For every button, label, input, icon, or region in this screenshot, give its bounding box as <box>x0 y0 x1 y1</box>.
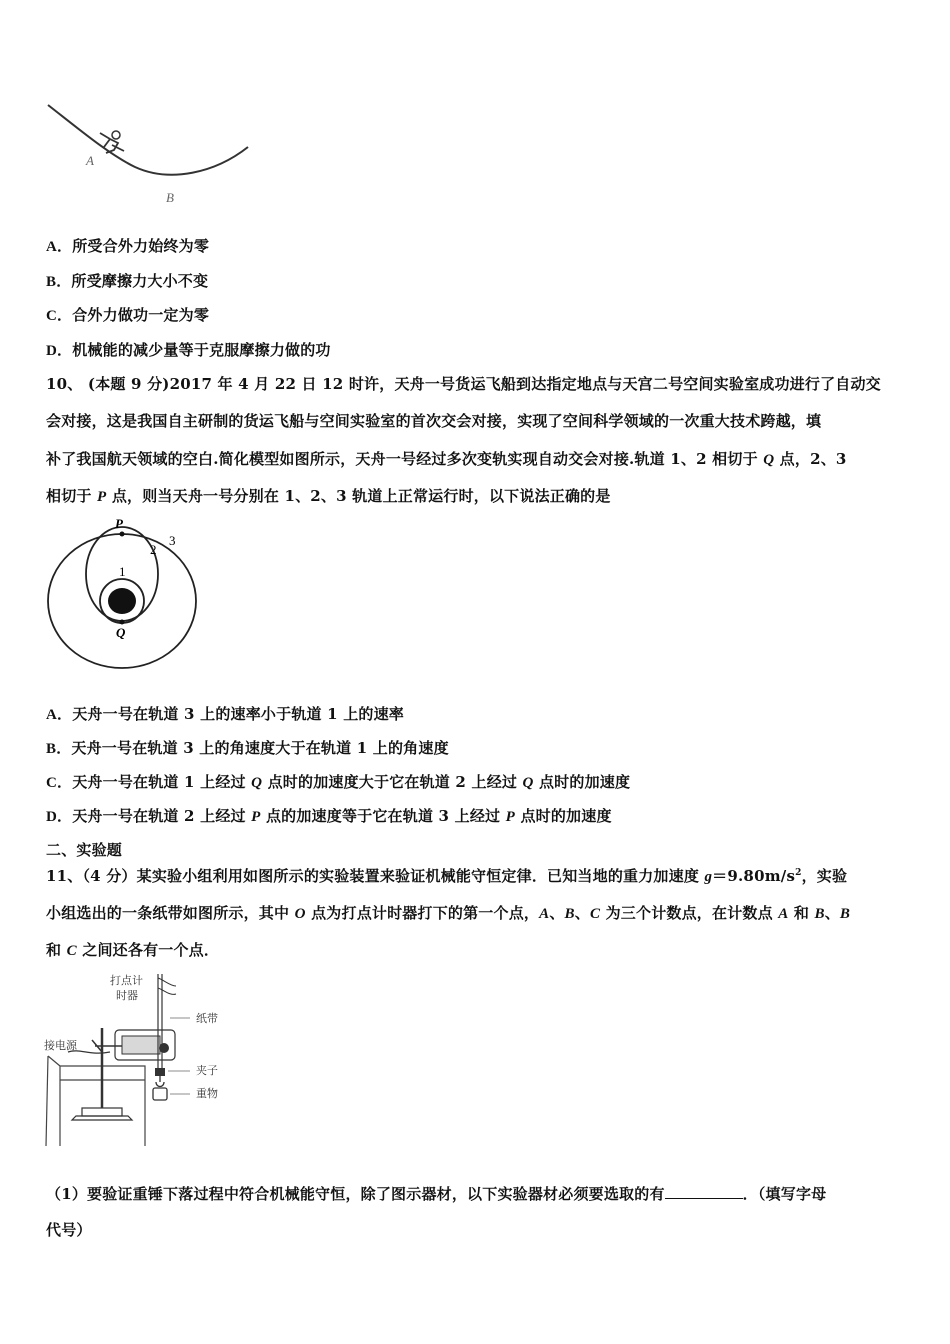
label-p: P <box>115 516 123 531</box>
point-q <box>120 620 125 625</box>
weight <box>153 1088 167 1100</box>
q10-line-4: 相切于 P 点，则当天舟一号分别在 1、2、3 轨道上正常运行时，以下说法正确的是 <box>46 487 611 505</box>
skier-icon <box>100 131 124 153</box>
answer-blank[interactable] <box>665 1184 743 1199</box>
label-orbit-1: 1 <box>119 564 126 579</box>
q9-option-d: D．机械能的减少量等于克服摩擦力做的功 <box>46 341 331 359</box>
label-b: B <box>166 190 174 205</box>
q11-line-3: 和 C 之间还各有一个点． <box>46 941 220 959</box>
apparatus-figure <box>40 968 240 1150</box>
q11-line-2: 小组选出的一条纸带如图所示，其中 O 点为打点计时器打下的第一个点，A、B、C 为三个计数点，在计数点 A 和 B、B <box>46 904 851 922</box>
section-heading: 二、实验题 <box>46 841 123 859</box>
point-p <box>120 532 125 537</box>
q11-sub1-line-2: 代号） <box>46 1221 92 1239</box>
label-tape: 纸带 <box>196 1012 218 1025</box>
slope-figure <box>40 95 260 210</box>
label-timer-2: 时器 <box>116 989 138 1002</box>
q10-line-2: 会对接，这是我国自主研制的货运飞船与空间实验室的首次交会对接，实现了空间科学领域的一次重大技术跨越，填 <box>46 412 822 430</box>
stand-base <box>82 1108 122 1116</box>
clip <box>155 1068 165 1076</box>
label-clip: 夹子 <box>196 1064 218 1077</box>
q10-option-d: D．天舟一号在轨道 2 上经过 P 点的加速度等于它在轨道 3 上经过 P 点时的加速度 <box>46 807 612 825</box>
slope-curve <box>48 105 248 175</box>
q11-sub1-line-1: （1）要验证重锤下落过程中符合机械能守恒，除了图示器材，以下实验器材必须要选取的有 ．（填写字母 <box>46 1185 827 1203</box>
label-weight: 重物 <box>196 1087 218 1100</box>
label-orbit-2: 2 <box>150 542 157 557</box>
label-orbit-3: 3 <box>169 533 176 548</box>
q9-option-b: B．所受摩擦力大小不变 <box>46 272 209 290</box>
q10-option-a: A．天舟一号在轨道 3 上的速率小于轨道 1 上的速率 <box>46 705 404 723</box>
q10-line-3: 补了我国航天领域的空白.简化模型如图所示，天舟一号经过多次变轨实现自动交会对接.轨道 1、2 相切于 Q 点，2、3 <box>46 450 847 468</box>
earth <box>108 588 136 614</box>
q10-line-1: 10、 (本题 9 分)2017 年 4 月 22 日 12 时许，天舟一号货运飞船到达指定地点与天宫二号空间实验室成功进行了自动交 <box>46 375 881 393</box>
label-a: A <box>86 153 94 168</box>
label-timer-1: 打点计 <box>110 974 143 987</box>
label-q: Q <box>116 625 126 640</box>
label-power: 接电源 <box>44 1039 77 1052</box>
table <box>48 1056 145 1146</box>
q9-option-c: C．合外力做功一定为零 <box>46 306 210 324</box>
q10-option-c: C．天舟一号在轨道 1 上经过 Q 点时的加速度大于它在轨道 2 上经过 Q 点时的加速度 <box>46 773 631 791</box>
q10-option-b: B．天舟一号在轨道 3 上的角速度大于在轨道 1 上的角速度 <box>46 739 449 757</box>
q9-option-a: A．所受合外力始终为零 <box>46 237 210 255</box>
q11-line-1: 11、（4 分）某实验小组利用如图所示的实验装置来验证机械能守恒定律．已知当地的重力加速度 $g=9.80m/s^2$，实验 <box>46 867 848 885</box>
orbit-figure <box>44 514 204 674</box>
